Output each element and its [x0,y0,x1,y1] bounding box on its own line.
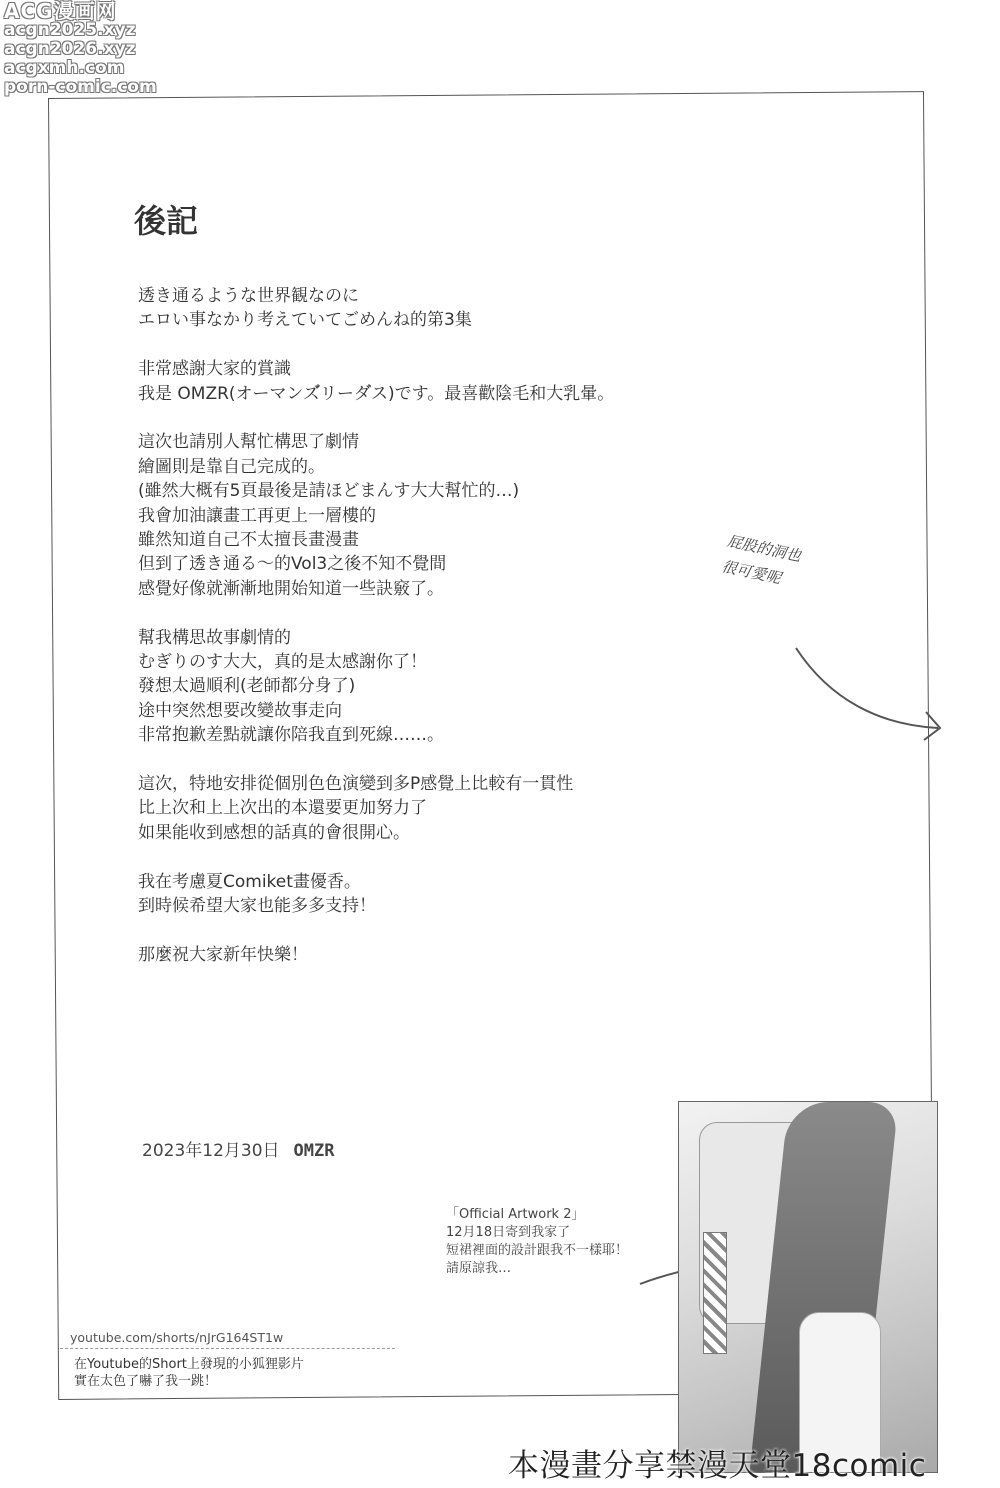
text-line: 非常感謝大家的賞識 [138,359,291,380]
text-line: 那麼祝大家新年快樂！ [138,944,308,965]
youtube-note [74,1356,304,1390]
watermark-line: acgn2025.xyz [4,20,136,40]
text-line: 比上次和上上次出的本還要更加努力了 [138,798,427,819]
text-line: エロい事なかり考えていてごめんね的第3集 [138,310,472,331]
watermark-line: acgxmh.com [4,58,125,78]
site-watermark [4,2,157,97]
text-line: 幫我構思故事劇情的 [138,627,291,648]
watermark-line: porn-comic.com [4,77,157,97]
paragraph [138,284,698,333]
text-line: (雖然大概有5頁最後是請ほどまんす大大幫忙的…) [138,481,520,502]
text-line: 我會加油讓畫工再更上一層樓的 [138,505,376,526]
note-line: 屁股的洞也 [725,531,803,566]
text-line: 非常抱歉差點就讓你陪我直到死線……。 [138,725,444,746]
note-line: 在Youtube的Short上發現的小狐狸影片 [74,1357,304,1372]
page-title: 後記 [134,202,199,240]
text-line: 感覺好像就漸漸地開始知道一些訣竅了。 [138,578,444,599]
text-line: 這次，特地安排從個別色色演變到多P感覺上比較有一貫性 [138,774,574,795]
text-line: 透き通るような世界観なのに [138,286,359,306]
author-name: OMZR [293,1141,335,1161]
youtube-url: youtube.com/shorts/nJrG164ST1w [70,1330,284,1345]
watermark-line: acgn2026.xyz [4,39,136,59]
paragraph [138,626,698,748]
text-line: 我是 OMZR(オーマンズ゙リーダ゙ス)です。最喜歡陰毛和大乳暈。 [138,383,615,404]
artwork-striped-sleeve [703,1232,727,1354]
text-line: 到時候希望大家也能多多支持！ [138,896,376,917]
date-text: 2023年12月30日 [142,1141,280,1161]
dashed-divider [60,1348,395,1349]
note-line: 短裙裡面的設計跟我不一樣耶！ [446,1243,629,1258]
note-line: 實在太色了嚇了我一跳！ [74,1374,218,1389]
text-line: 發想太過順利(老師都分身了) [138,676,356,697]
text-line: 我在考慮夏Comiket畫優香。 [138,871,361,892]
text-line: 繪圖則是靠自己完成的。 [138,456,325,477]
text-line: 雖然知道自己不太擅長畫漫畫 [138,530,359,551]
note-line: 12月18日寄到我家了 [446,1225,571,1240]
paragraph [138,430,698,601]
note-line: 請原諒我… [446,1261,512,1276]
paragraph [138,772,698,845]
date-signature [142,1136,334,1161]
text-line: 途中突然想要改變故事走向 [138,700,342,721]
text-line: むぎりのす大大，真的是太感謝你了！ [138,652,427,673]
paragraph [138,870,698,919]
paragraph [138,943,698,967]
artwork-note [446,1206,628,1278]
note-line: 「Official Artwork 2」 [446,1207,585,1222]
paragraph [138,357,698,406]
artwork-illustration [678,1101,938,1473]
text-line: 但到了透き通る～的Vol3之後不知不覺間 [138,554,447,575]
afterword-body [138,284,698,992]
text-line: 這次也請別人幫忙構思了劇情 [138,432,359,453]
text-line: 如果能收到感想的話真的會很開心。 [138,822,410,843]
note-line: 很可愛呢 [720,557,783,588]
watermark-title: ACG漫画网 [4,0,117,23]
footer-banner: 本漫畫分享禁漫天堂18comic [508,1448,927,1484]
